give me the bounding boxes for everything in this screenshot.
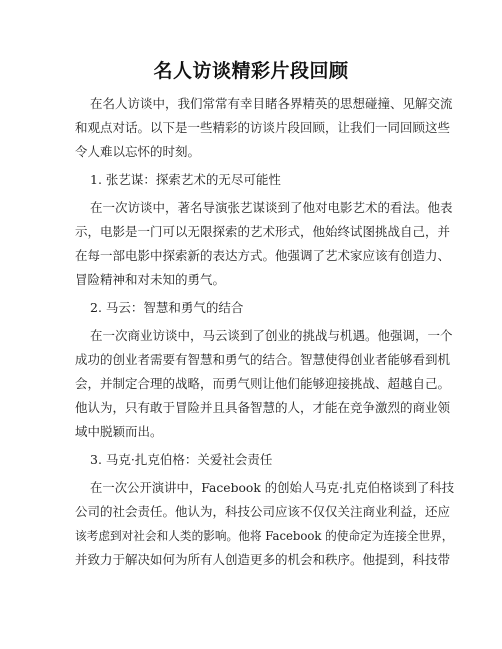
paragraph-line: 公司的社会责任。他认为，科技公司应该不仅仅关注商业利益，还应 (75, 504, 451, 519)
paragraph-line: 和观点对话。以下是一些精彩的访谈片段回顾，让我们一同回顾这些 (75, 120, 451, 135)
paragraph-line: 令人难以忘怀的时刻。 (75, 144, 201, 159)
paragraph-line: 该考虑到对社会和人类的影响。他将 Facebook 的使命定为连接全世界， (75, 529, 454, 543)
paragraph-line: 在名人访谈中，我们常常有幸目睹各界精英的思想碰撞、见解交流 (90, 96, 453, 111)
paragraph-line: 在一次访谈中，著名导演张艺谋谈到了他对电影艺术的看法。他表 (90, 200, 453, 215)
document-title: 名人访谈精彩片段回顾 (153, 60, 349, 82)
paragraph-line: 示，电影是一门可以无限探索的艺术形式，他始终试图挑战自己，并 (75, 224, 451, 239)
paragraph-line: 他认为，只有敢于冒险并且具备智慧的人，才能在竞争激烈的商业领 (75, 400, 451, 415)
paragraph-line: 并致力于解决如何为所有人创造更多的机会和秩序。他提到，科技带 (75, 552, 451, 567)
section-heading: 2. 马云：智慧和勇气的结合 (90, 300, 244, 315)
paragraph-line: 在每一部电影中探索新的表达方式。他强调了艺术家应该有创造力、 (75, 248, 451, 263)
paragraph-line: 在一次商业访谈中，马云谈到了创业的挑战与机遇。他强调，一个 (90, 328, 453, 343)
section-heading: 1. 张艺谋：探索艺术的无尽可能性 (90, 172, 281, 187)
paragraph-line: 会，并制定合理的战略，而勇气则让他们能够迎接挑战、超越自己。 (75, 376, 451, 391)
section-heading: 3. 马克·扎克伯格：关爱社会责任 (90, 452, 273, 467)
paragraph-line: 成功的创业者需要有智慧和勇气的结合。智慧使得创业者能够看到机 (75, 352, 451, 367)
paragraph-line: 域中脱颖而出。 (75, 424, 163, 439)
paragraph-line: 冒险精神和对未知的勇气。 (75, 272, 226, 287)
paragraph-line: 在一次公开演讲中，Facebook 的创始人马克·扎克伯格谈到了科技 (90, 481, 455, 495)
